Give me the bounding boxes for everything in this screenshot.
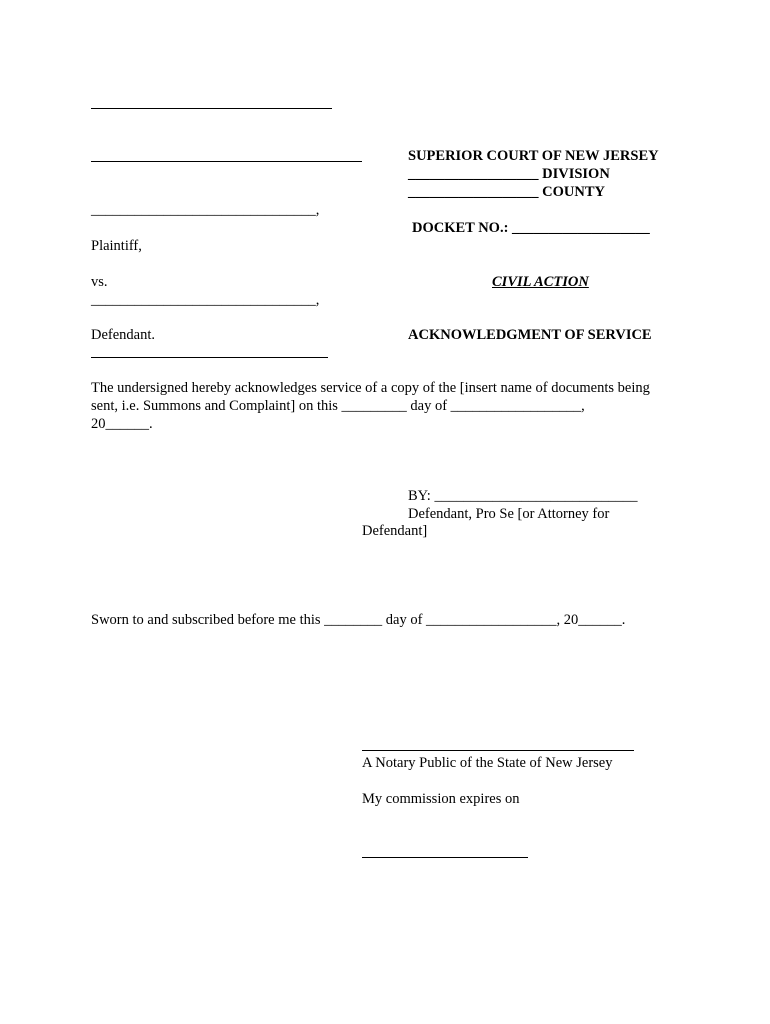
body-text-line-1: The undersigned hereby acknowledges service of a copy of the [insert name of documents being [91, 380, 650, 396]
body-text-line-3: 20______. [91, 416, 153, 432]
plaintiff-label: Plaintiff, [91, 238, 142, 254]
body-text-line-2: sent, i.e. Summons and Complaint] on this _________ day of __________________, [91, 398, 585, 414]
versus-label: vs. [91, 274, 108, 290]
signature-by-line: BY: ____________________________ [408, 488, 638, 504]
document-title: ACKNOWLEDGMENT OF SERVICE [408, 327, 652, 343]
court-name: SUPERIOR COURT OF NEW JERSEY [408, 148, 659, 164]
county-line: __________________ COUNTY [408, 184, 605, 200]
defendant-name-line: _______________________________, [91, 292, 320, 308]
defendant-label: Defendant. [91, 327, 156, 343]
docket-number: DOCKET NO.: ___________________ [412, 220, 650, 236]
signature-role-line-2: Defendant] [362, 523, 428, 539]
notary-signature-line [362, 750, 634, 751]
signature-role-line-1: Defendant, Pro Se [or Attorney for [408, 506, 610, 522]
notary-title: A Notary Public of the State of New Jersey [362, 755, 613, 771]
caption-bottom-line [91, 357, 328, 358]
civil-action-heading: CIVIL ACTION [492, 274, 589, 290]
attorney-name-line [91, 108, 332, 109]
attorney-address-line [91, 161, 362, 162]
plaintiff-name-line: _______________________________, [91, 202, 320, 218]
division-line: __________________ DIVISION [408, 166, 610, 182]
jurat-text: Sworn to and subscribed before me this ________ day of __________________, 20______. [91, 612, 626, 628]
commission-date-line [362, 857, 528, 858]
commission-expires-label: My commission expires on [362, 791, 520, 807]
